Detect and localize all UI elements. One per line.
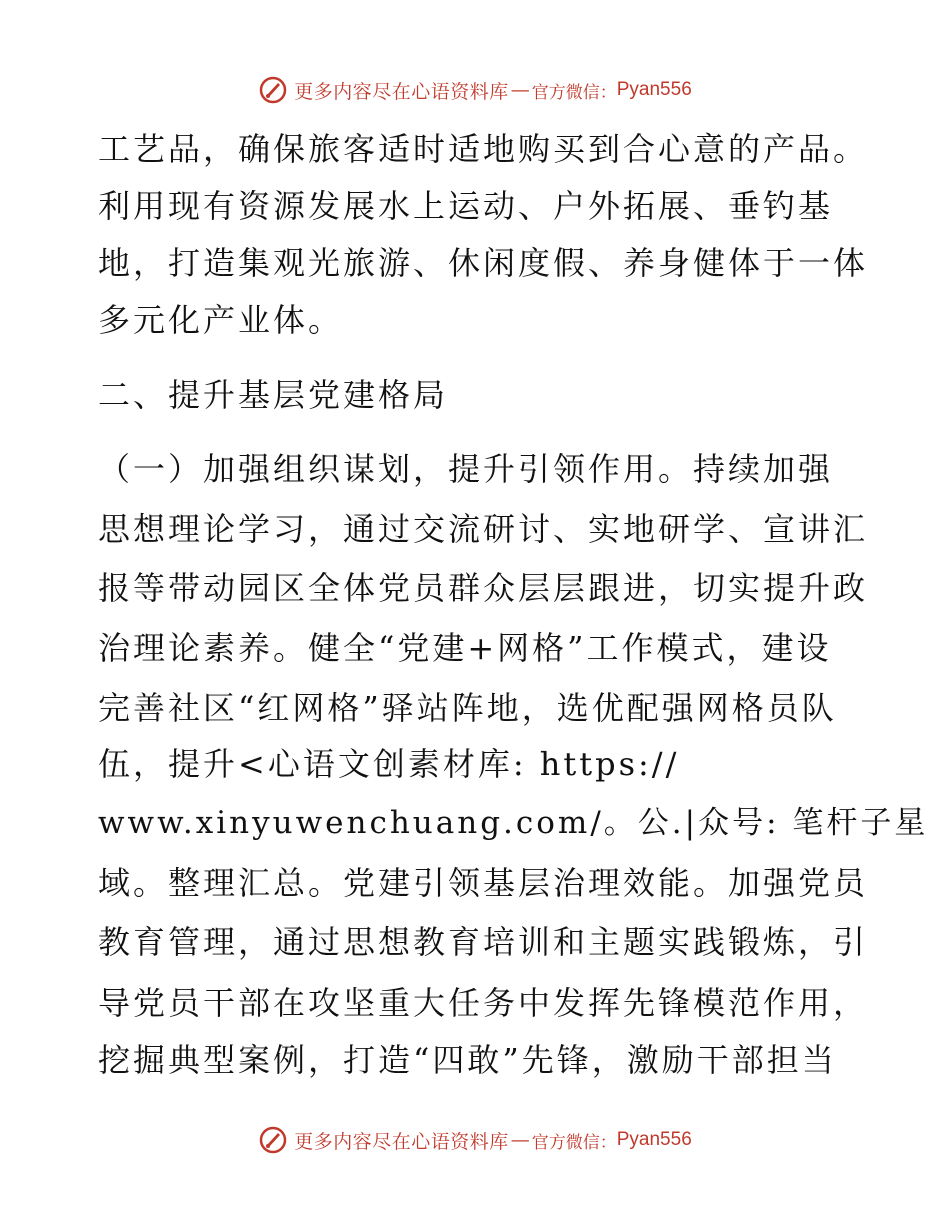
body-line: 多元化产业体。 (98, 301, 344, 339)
watermark-sub-text: 官方微信： (531, 1132, 617, 1153)
watermark-dash: — (510, 79, 530, 101)
body-line: 思想理论学习，通过交流研讨、实地研学、宣讲汇 (98, 510, 869, 548)
body-line: 治理论素养。健全“党建+网格”工作模式，建设 (98, 629, 832, 667)
watermark-wechat-id: Pyan556 (616, 79, 692, 100)
section-heading: 二、提升基层党建格局 (98, 376, 449, 414)
body-line: 利用现有资源发展水上运动、户外拓展、垂钓基 (98, 187, 834, 225)
watermark-wechat-id: Pyan556 (616, 1129, 692, 1150)
body-line: www.xinyuwenchuang.com/。公.|众号: 笔杆子星 (98, 805, 929, 841)
body-line: 报等带动园区全体党员群众层层跟进，切实提升政 (98, 569, 869, 607)
body-line: 教育管理，通过思想教育培训和主题实践锻炼，引 (98, 923, 869, 961)
watermark-main-text: 更多内容尽在心语资料库 (294, 80, 509, 103)
body-line: 伍，提升<心语文创素材库: https:// (98, 745, 680, 783)
body-line: （一）加强组织谋划，提升引领作用。持续加强 (98, 450, 834, 488)
watermark-sub-text: 官方微信： (531, 82, 617, 103)
body-line: 域。整理汇总。党建引领基层治理效能。加强党员 (98, 864, 869, 902)
body-line: 导党员干部在攻坚重大任务中发挥先锋模范作用， (98, 984, 869, 1022)
body-line: 工艺品，确保旅客适时适地购买到合心意的产品。 (98, 130, 869, 168)
body-line: 完善社区“红网格”驿站阵地，选优配强网格员队 (98, 689, 837, 727)
logo-icon (258, 1125, 288, 1155)
watermark-dash: — (510, 1129, 530, 1151)
body-line: 挖掘典型案例，打造“四敢”先锋，激励干部担当 (98, 1041, 837, 1079)
footer-watermark (0, 1120, 950, 1160)
body-line: 地，打造集观光旅游、休闲度假、养身健体于一体 (98, 244, 869, 282)
logo-icon (258, 75, 288, 105)
watermark-main-text: 更多内容尽在心语资料库 (294, 1130, 509, 1153)
header-watermark (0, 70, 950, 110)
